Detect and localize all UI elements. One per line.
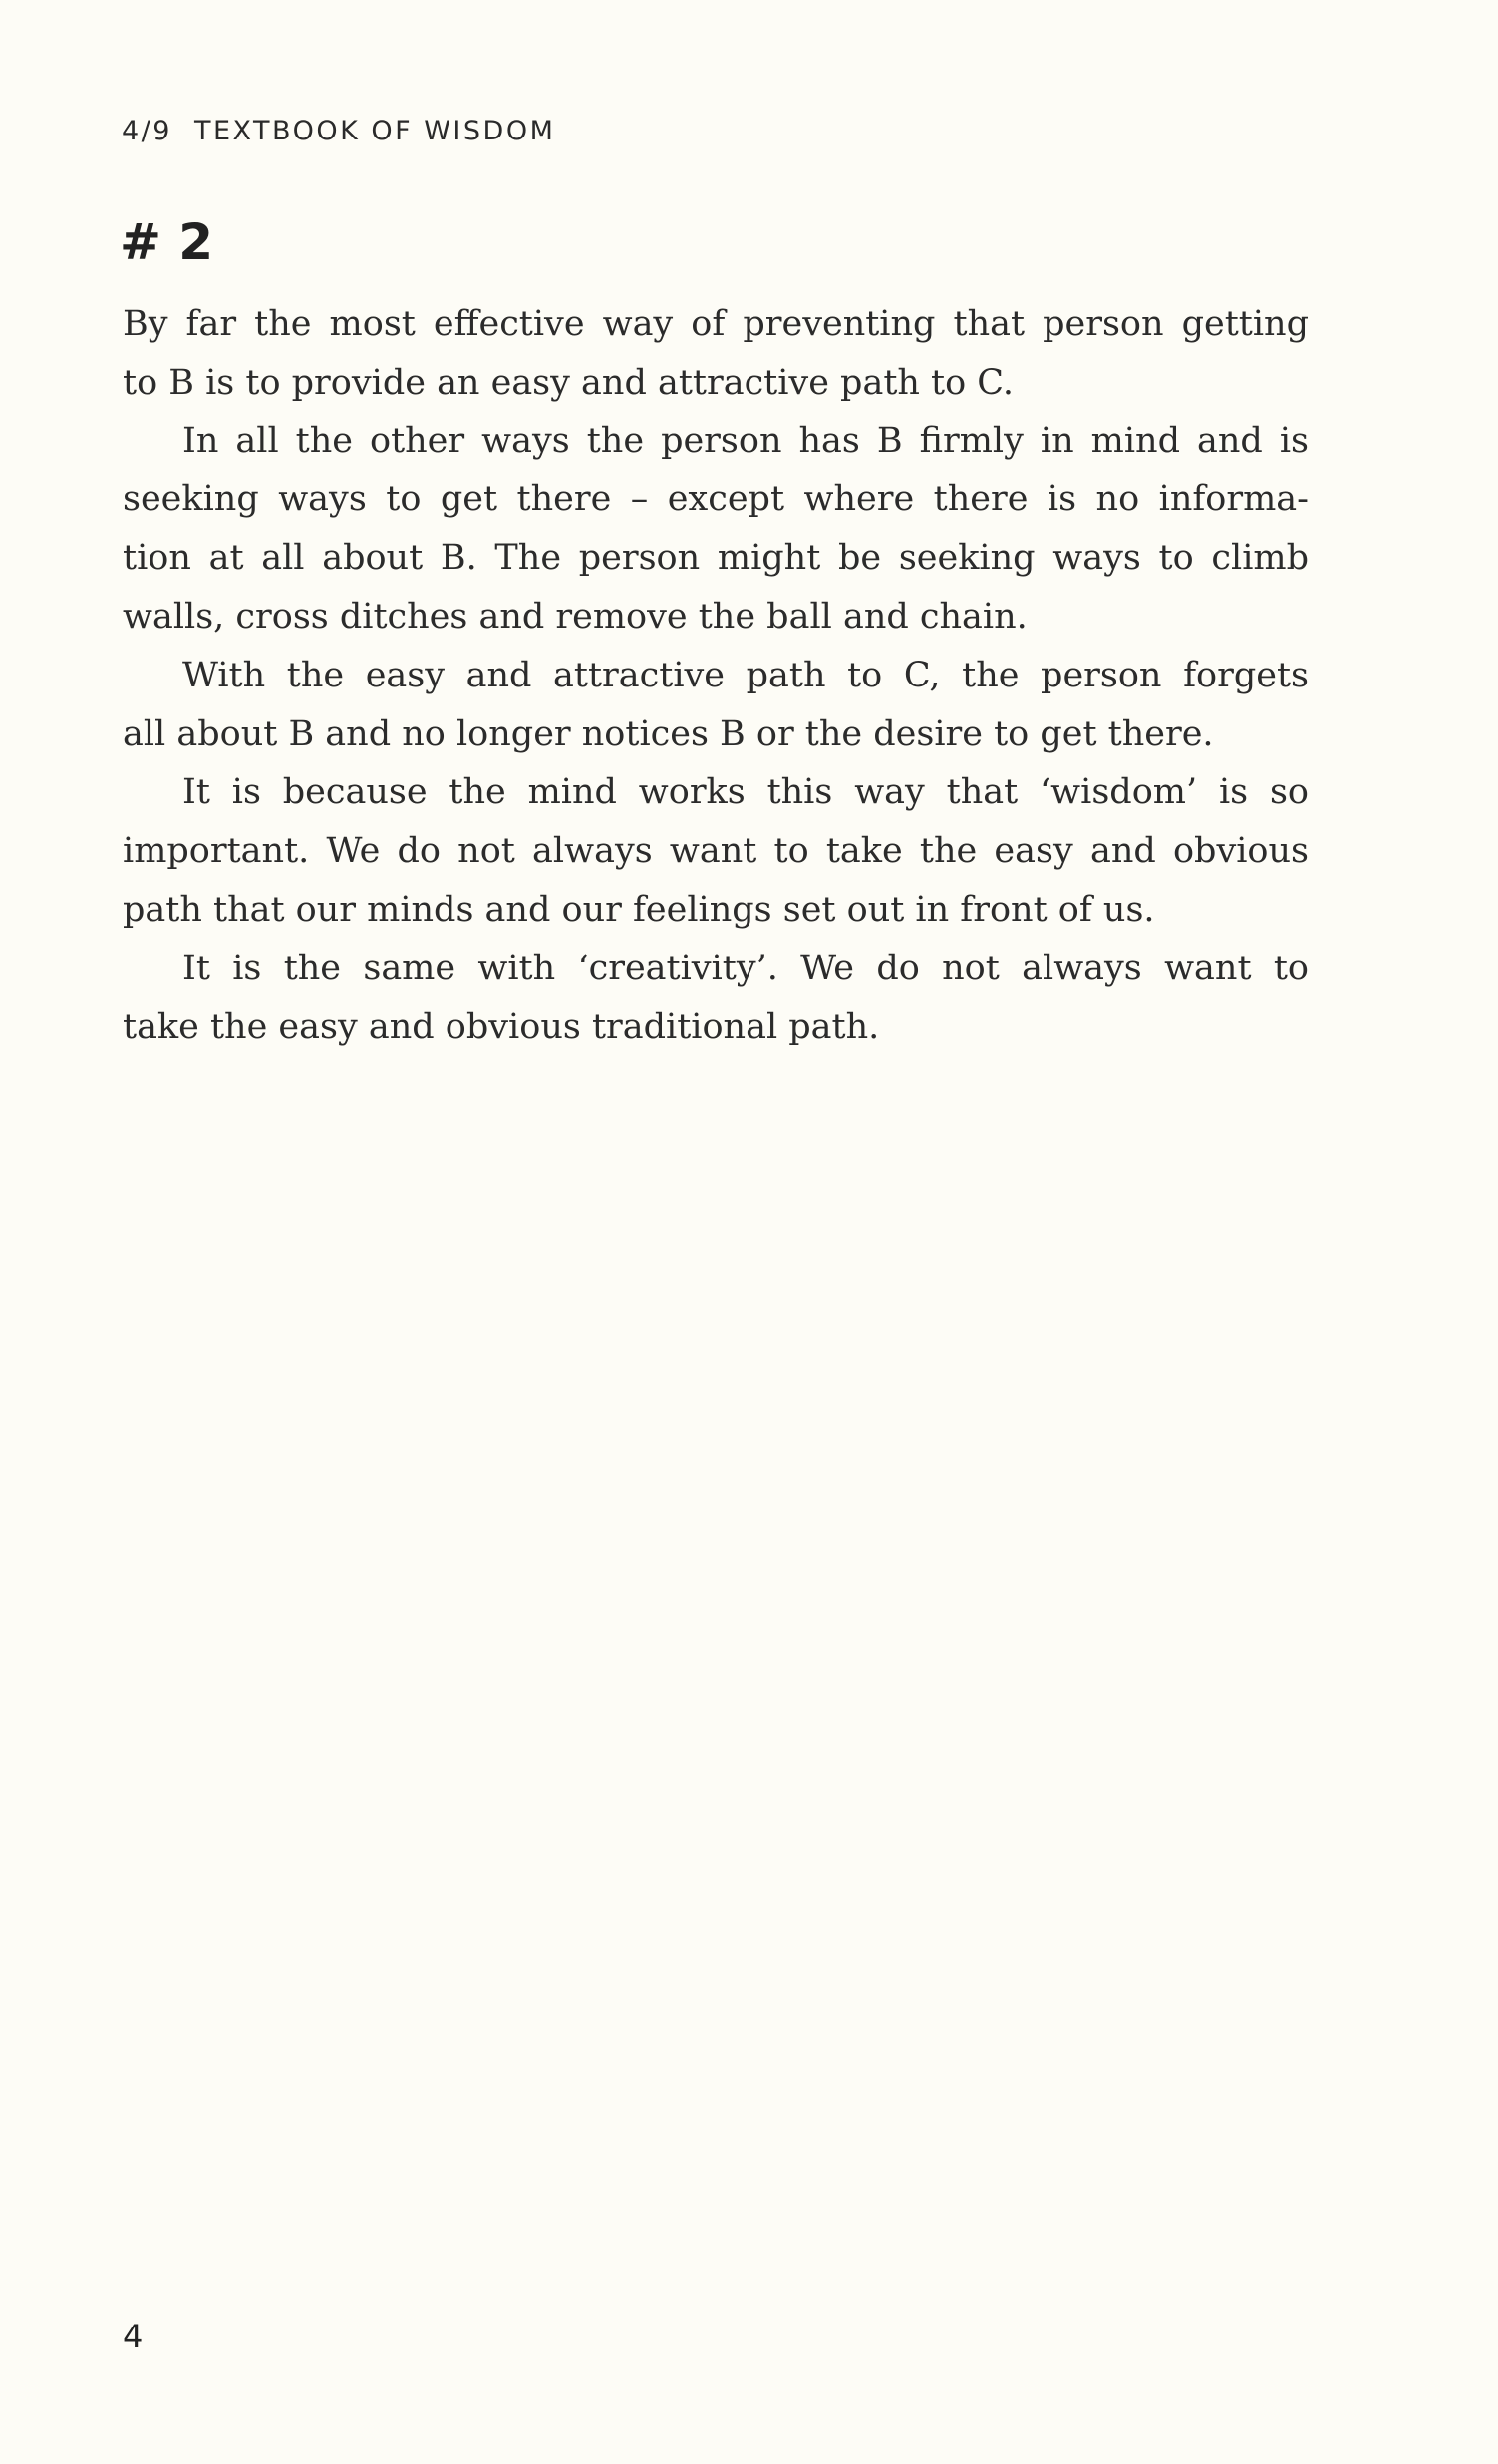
page-number: 4 — [123, 2318, 144, 2355]
book-title: TEXTBOOK OF WISDOM — [193, 116, 556, 146]
text-line: take the easy and obvious traditional path. — [123, 1006, 880, 1047]
text-line: In all the other ways the person has B firmly in mind and is — [182, 420, 1309, 461]
text-line: walls, cross ditches and remove the ball and chain. — [123, 596, 1028, 637]
text-line: all about B and no longer notices B or the desire to get there. — [123, 713, 1214, 754]
text-line: path that our minds and our feelings set out in front of us. — [123, 889, 1155, 930]
text-line: seeking ways to get there – except where there is no informa- — [123, 479, 1309, 520]
chapter-reference: 4/9 — [122, 116, 172, 146]
text-line: It is because the mind works this way that ‘wisdom’ is so — [182, 772, 1309, 813]
body-text — [123, 295, 1309, 1056]
section-heading: # 2 — [120, 213, 214, 271]
text-line: important. We do not always want to take the easy and obvious — [123, 831, 1309, 872]
text-line: tion at all about B. The person might be seeking ways to climb — [123, 538, 1309, 579]
text-line: It is the same with ‘creativity’. We do not always want to — [182, 948, 1309, 988]
text-line: By far the most effective way of preventing that person getting — [123, 304, 1309, 344]
text-line: to B is to provide an easy and attractive path to C. — [123, 362, 1014, 403]
text-line: With the easy and attractive path to C, the person forgets — [182, 655, 1309, 695]
running-header — [122, 116, 555, 146]
